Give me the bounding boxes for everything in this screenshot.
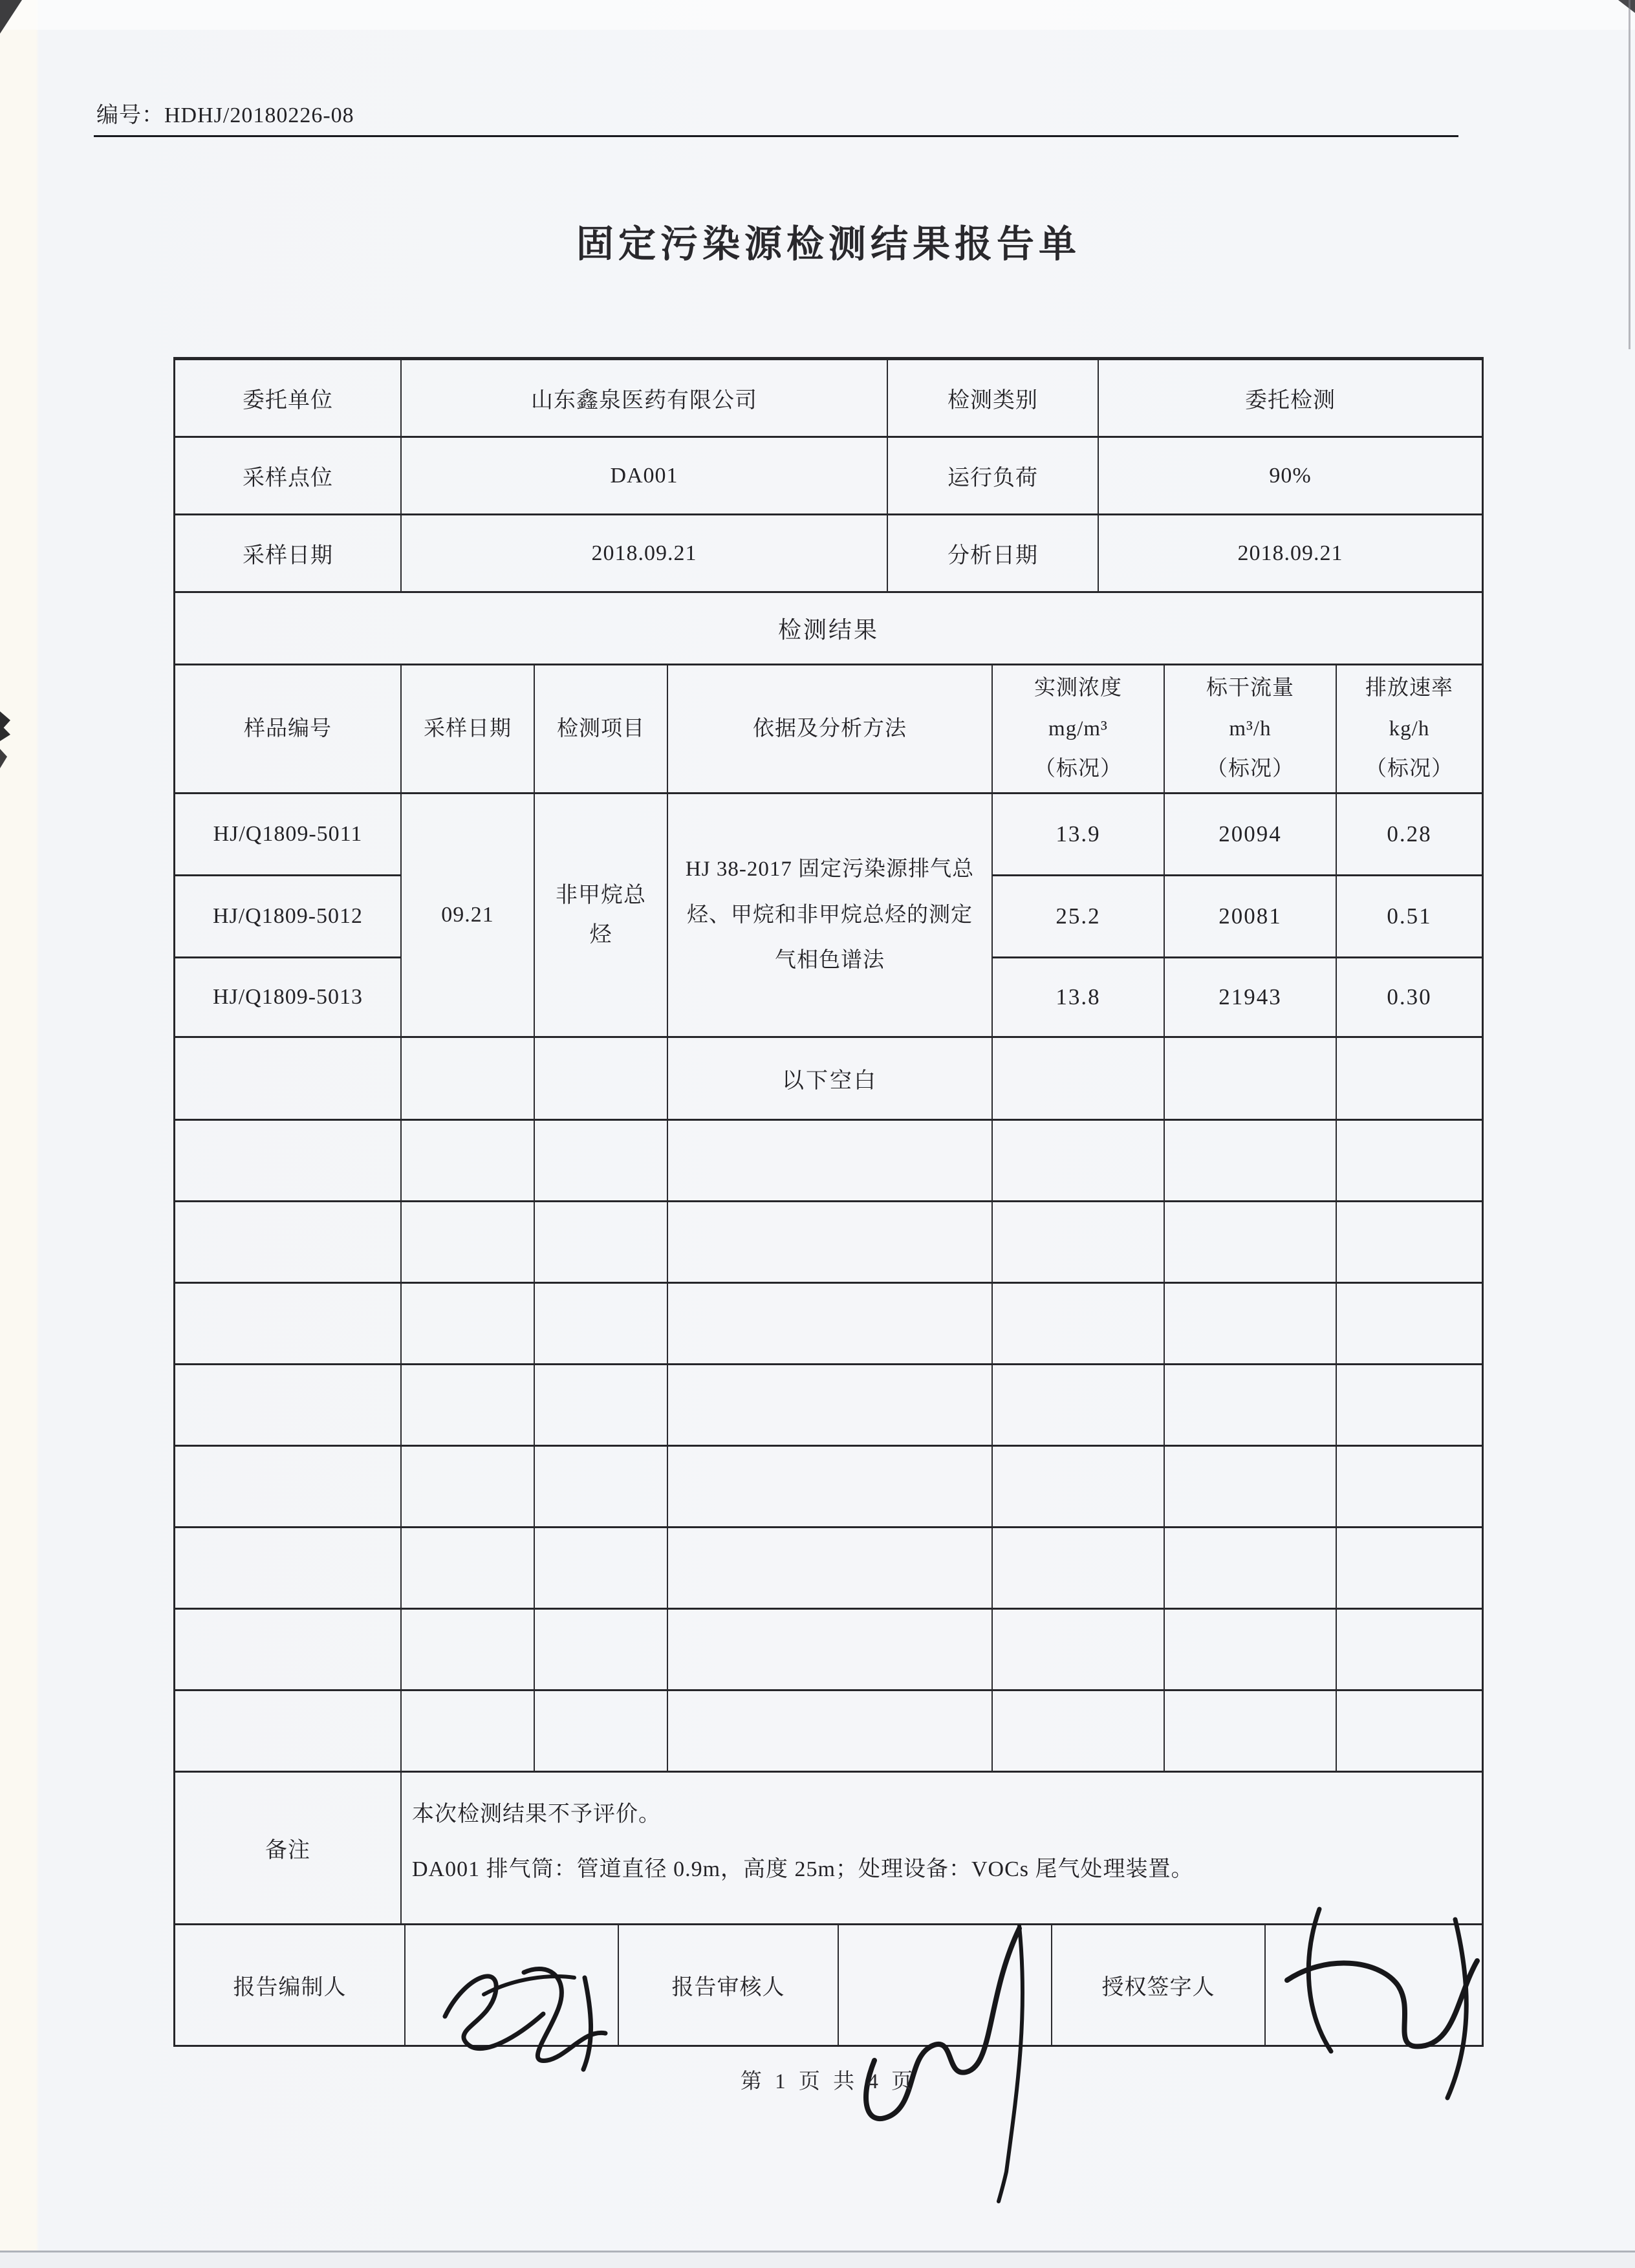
cell-flow-1: 20094 — [1165, 794, 1337, 876]
empty-cell — [1337, 1284, 1482, 1365]
empty-cell — [535, 1447, 668, 1528]
info-section — [175, 360, 1482, 593]
cell-sample-id-2: HJ/Q1809-5012 — [175, 876, 402, 958]
info-value-operating-load: 90% — [1099, 438, 1482, 515]
col-header-concentration-unit: mg/m³ — [1048, 717, 1108, 740]
empty-cell — [1165, 1691, 1337, 1773]
empty-cell — [1337, 1610, 1482, 1691]
empty-cell — [535, 1038, 668, 1121]
cell-rate-2: 0.51 — [1337, 876, 1482, 958]
info-label-operating-load: 运行负荷 — [888, 438, 1099, 515]
empty-cell — [993, 1202, 1165, 1284]
cell-sample-id-1: HJ/Q1809-5011 — [175, 794, 402, 876]
empty-cell — [1165, 1365, 1337, 1447]
col-header-rate-line1: 排放速率 — [1365, 676, 1453, 700]
empty-cell — [1165, 1610, 1337, 1691]
empty-cell — [1337, 1038, 1482, 1121]
empty-cell — [1165, 1528, 1337, 1610]
empty-cell — [402, 1447, 535, 1528]
empty-cell — [535, 1202, 668, 1284]
empty-cell — [668, 1202, 993, 1284]
scan-edge-mark-left-small — [0, 749, 7, 768]
cell-flow-3: 21943 — [1165, 958, 1337, 1038]
info-value-sampling-date: 2018.09.21 — [402, 515, 888, 593]
empty-cell — [402, 1038, 535, 1121]
doc-number-text: 编号：HDHJ/20180226-08 — [96, 103, 354, 127]
remarks-label: 备注 — [175, 1773, 402, 1925]
empty-cell — [993, 1284, 1165, 1365]
empty-cell — [1337, 1121, 1482, 1202]
info-value-test-type: 委托检测 — [1099, 360, 1482, 438]
col-header-flow-condition: （标况） — [1206, 757, 1294, 781]
empty-cell — [175, 1121, 402, 1202]
empty-cell — [1165, 1284, 1337, 1365]
remarks-line-2: DA001 排气筒：管道直径 0.9m，高度 25m；处理设备：VOCs 尾气处理装置。 — [412, 1857, 1194, 1881]
empty-cell — [1165, 1121, 1337, 1202]
empty-cell — [175, 1447, 402, 1528]
empty-cell — [1337, 1528, 1482, 1610]
blank-note-cell: 以下空白 — [668, 1038, 993, 1121]
results-grid — [175, 665, 1482, 1773]
scan-bottom-edge-line — [0, 2251, 1635, 2252]
empty-cell — [668, 1528, 993, 1610]
authorizer-label: 授权签字人 — [1052, 1925, 1266, 2045]
empty-cell — [1165, 1202, 1337, 1284]
empty-cell — [535, 1365, 668, 1447]
info-value-sampling-point: DA001 — [402, 438, 888, 515]
cell-concentration-3: 13.8 — [993, 958, 1165, 1038]
empty-cell — [402, 1610, 535, 1691]
cell-method-merged: HJ 38-2017 固定污染源排气总烃、甲烷和非甲烷总烃的测定 气相色谱法 — [668, 794, 993, 1038]
results-band — [175, 593, 1482, 665]
empty-cell — [993, 1121, 1165, 1202]
info-label-analysis-date: 分析日期 — [888, 515, 1099, 593]
col-header-sample-id: 样品编号 — [175, 665, 402, 794]
scan-edge-line-right — [1629, 0, 1630, 349]
col-header-method: 依据及分析方法 — [668, 665, 993, 794]
cell-item-merged: 非甲烷总烃 — [535, 794, 668, 1038]
results-section-title: 检测结果 — [175, 593, 1482, 665]
empty-cell — [402, 1121, 535, 1202]
col-header-rate-unit: kg/h — [1389, 717, 1430, 740]
preparer-label: 报告编制人 — [175, 1925, 406, 2045]
empty-cell — [175, 1365, 402, 1447]
info-label-sampling-point: 采样点位 — [175, 438, 402, 515]
empty-cell — [402, 1691, 535, 1773]
report-table — [173, 357, 1484, 2047]
preparer-signature-cell — [406, 1925, 619, 2045]
remarks-section — [175, 1773, 1482, 1925]
empty-cell — [993, 1610, 1165, 1691]
empty-cell — [993, 1447, 1165, 1528]
empty-cell — [668, 1365, 993, 1447]
cell-sampling-date-merged: 09.21 — [402, 794, 535, 1038]
empty-cell — [668, 1447, 993, 1528]
cell-flow-2: 20081 — [1165, 876, 1337, 958]
empty-cell — [535, 1691, 668, 1773]
cell-rate-1: 0.28 — [1337, 794, 1482, 876]
page-title: 固定污染源检测结果报告单 — [576, 223, 1081, 265]
col-header-sampling-date: 采样日期 — [402, 665, 535, 794]
empty-cell — [175, 1284, 402, 1365]
scan-edge-mark-left — [0, 711, 10, 741]
empty-cell — [402, 1528, 535, 1610]
info-value-analysis-date: 2018.09.21 — [1099, 515, 1482, 593]
reviewer-signature-cell — [839, 1925, 1052, 2045]
scan-top-band — [0, 0, 1635, 30]
empty-cell — [175, 1202, 402, 1284]
empty-cell — [668, 1691, 993, 1773]
signoff-section — [175, 1925, 1482, 2045]
empty-cell — [993, 1691, 1165, 1773]
reviewer-label: 报告审核人 — [619, 1925, 839, 2045]
empty-cell — [535, 1610, 668, 1691]
empty-cell — [1337, 1202, 1482, 1284]
col-header-flow-unit: m³/h — [1229, 717, 1272, 740]
empty-cell — [535, 1528, 668, 1610]
empty-cell — [175, 1610, 402, 1691]
info-label-test-type: 检测类别 — [888, 360, 1099, 438]
cell-sample-id-3: HJ/Q1809-5013 — [175, 958, 402, 1038]
empty-cell — [402, 1365, 535, 1447]
empty-cell — [402, 1284, 535, 1365]
empty-cell — [1337, 1447, 1482, 1528]
info-label-client: 委托单位 — [175, 360, 402, 438]
empty-cell — [175, 1691, 402, 1773]
empty-cell — [993, 1038, 1165, 1121]
col-header-flow-line1: 标干流量 — [1206, 676, 1294, 700]
empty-cell — [535, 1284, 668, 1365]
cell-concentration-2: 25.2 — [993, 876, 1165, 958]
empty-cell — [402, 1202, 535, 1284]
col-header-rate — [1337, 665, 1482, 794]
empty-cell — [1165, 1038, 1337, 1121]
page-number: 第 1 页 共 4 页 — [740, 2070, 917, 2093]
empty-cell — [175, 1528, 402, 1610]
empty-cell — [993, 1365, 1165, 1447]
cell-concentration-1: 13.9 — [993, 794, 1165, 876]
col-header-concentration-condition: （标况） — [1034, 757, 1122, 781]
info-label-sampling-date: 采样日期 — [175, 515, 402, 593]
col-header-concentration-line1: 实测浓度 — [1034, 676, 1122, 700]
empty-cell — [668, 1610, 993, 1691]
cell-rate-3: 0.30 — [1337, 958, 1482, 1038]
col-header-rate-condition: （标况） — [1365, 757, 1453, 781]
remarks-body — [402, 1773, 1482, 1925]
scan-corner-mark-top-left — [0, 0, 22, 34]
scan-corner-mark-top-right — [1618, 0, 1635, 13]
col-header-item: 检测项目 — [535, 665, 668, 794]
empty-cell — [175, 1038, 402, 1121]
authorizer-signature-cell — [1266, 1925, 1482, 2045]
info-value-client: 山东鑫泉医药有限公司 — [402, 360, 888, 438]
col-header-flow — [1165, 665, 1337, 794]
empty-cell — [535, 1121, 668, 1202]
doc-number — [94, 97, 1458, 137]
scan-bottom-strip — [0, 2252, 1635, 2268]
empty-cell — [668, 1284, 993, 1365]
empty-cell — [668, 1121, 993, 1202]
empty-cell — [1337, 1365, 1482, 1447]
empty-cell — [1337, 1691, 1482, 1773]
col-header-concentration — [993, 665, 1165, 794]
remarks-line-1: 本次检测结果不予评价。 — [412, 1802, 661, 1826]
empty-cell — [1165, 1447, 1337, 1528]
empty-cell — [993, 1528, 1165, 1610]
